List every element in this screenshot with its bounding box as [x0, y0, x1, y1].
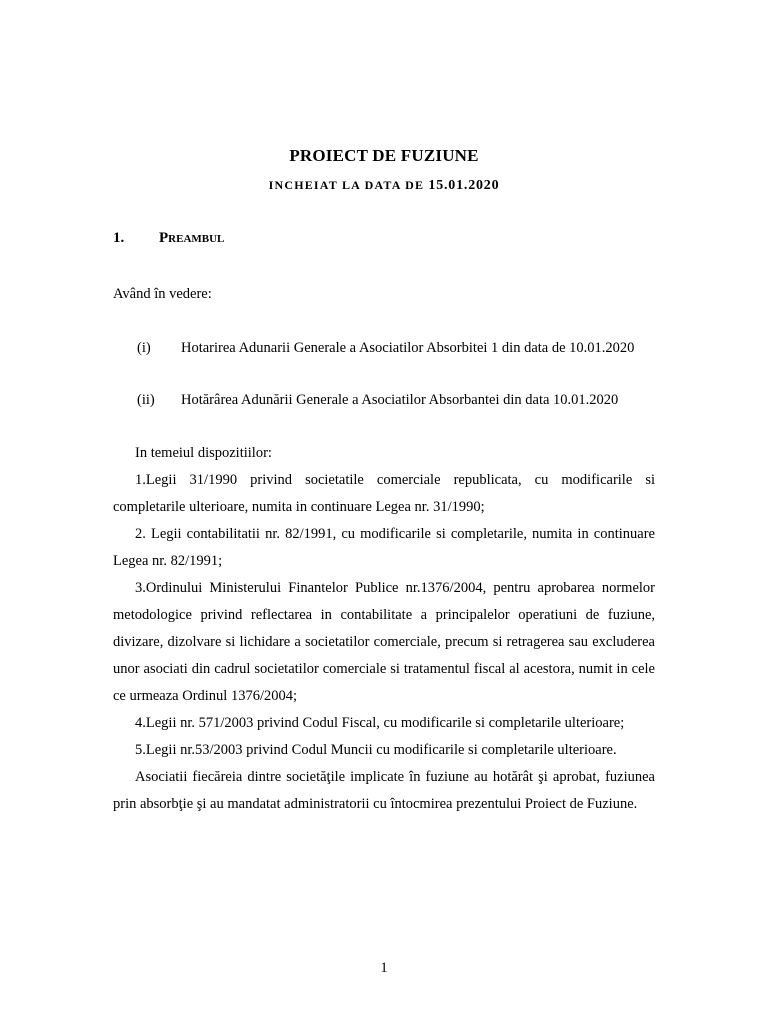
section-heading-rest: reambul [168, 230, 225, 246]
list-item [137, 392, 618, 409]
provision-item: 1.Legii 31/1990 privind societatile comerciale republicata, cu modificarile si completarile ulterioare, numita in continuare Legea nr. 31/1990; [113, 472, 655, 515]
page-number: 1 [380, 960, 388, 976]
section-number: 1. [113, 230, 125, 246]
provision-item: 2. Legii contabilitatii nr. 82/1991, cu modificarile si completarile, numita in continuare Legea nr. 82/1991; [113, 526, 655, 569]
list-item-marker: (i) [137, 340, 151, 356]
provisions-block [113, 440, 655, 818]
list-item-marker: (ii) [137, 392, 155, 408]
intro-text: Având în vedere: [113, 286, 212, 302]
provision-item: 4.Legii nr. 571/2003 privind Codul Fiscal, cu modificarile si completarile ulterioare; [135, 715, 625, 731]
list-item [137, 340, 634, 357]
document-subtitle [0, 178, 768, 194]
list-item-text: Hotărârea Adunării Generale a Asociatilor Absorbantei din data 10.01.2020 [181, 392, 619, 408]
basis-intro: In temeiul dispozitiilor: [135, 445, 272, 461]
section-heading [113, 230, 224, 247]
subtitle-prefix: INCHEIAT LA DATA DE [268, 178, 429, 192]
provision-item: 5.Legii nr.53/2003 privind Codul Muncii cu modificarile si completarile ulterioare. [135, 742, 617, 758]
closing-paragraph: Asociatii fiecăreia dintre societăţile implicate în fuziune au hotărât şi aprobat, fuziunea prin absorbţie şi au mandatat administratorii cu întocmirea prezentului Proiect de Fuziune. [113, 769, 655, 812]
document-title: PROIECT DE FUZIUNE [289, 146, 479, 165]
list-item-text: Hotarirea Adunarii Generale a Asociatilor Absorbitei 1 din data de 10.01.2020 [181, 340, 635, 356]
subtitle-date: 15.01.2020 [428, 178, 500, 193]
provision-item: 3.Ordinului Ministerului Finantelor Publice nr.1376/2004, pentru aprobarea normelor metodologice privind reflectarea in contabilitate a principalelor operatiuni de fuziune, divizare, dizolvare si lichidare a societatilor comerciale, precum si retragerea sau excluderea unor asociati din cadrul societatilor comerciale si tratamentul fiscal al acestora, numit in cele ce urmeaza Ordinul 1376/2004; [113, 580, 655, 704]
section-heading-first-letter: P [159, 230, 169, 246]
